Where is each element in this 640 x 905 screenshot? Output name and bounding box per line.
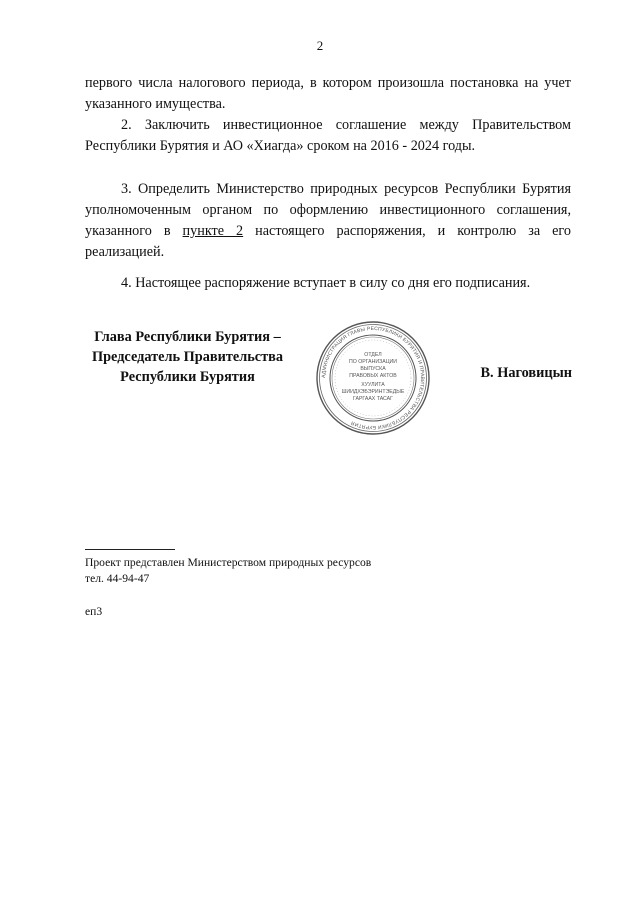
paragraph-continuation: первого числа налогового периода, в котором произошла постановка на учет указанного имущества. bbox=[85, 75, 571, 112]
signatory-title-line1: Глава Республики Бурятия – bbox=[94, 329, 281, 345]
seal-center-line3: ВЫПУСКА bbox=[360, 366, 386, 372]
signatory-title-line3: Республики Бурятия bbox=[120, 369, 255, 385]
seal-ring-text: АДМИНИСТРАЦИЯ ГЛАВЫ РЕСПУБЛИКИ БУРЯТИЯ И ПРАВИТЕЛЬСТВА РЕСПУБЛИКИ БУРЯТИЯ bbox=[320, 325, 426, 431]
paragraph-item-3-end: настоящего распоряжения, и контролю за его реализацией. bbox=[85, 223, 571, 260]
official-seal-stamp bbox=[315, 320, 431, 436]
signatory-name: В. Наговицын bbox=[480, 365, 572, 381]
seal-center-line6: ШИИДХЭБЭРИНТЭЕДЫЕ bbox=[341, 389, 405, 395]
seal-center-line5: ХУУЛИТА bbox=[361, 382, 385, 388]
signatory-title-line2: Председатель Правительства bbox=[91, 349, 284, 365]
seal-center-line7: ГАРГААХ ТАСАГ bbox=[353, 396, 393, 402]
seal-center-line1: ОТДЕЛ bbox=[364, 352, 382, 358]
reference-link-point-2[interactable]: пункте 2 bbox=[182, 223, 244, 239]
paragraph-item-2: 2. Заключить инвестиционное соглашение между Правительством Республики Бурятия и АО «Хиагда» сроком на 2016 - 2024 годы. bbox=[85, 117, 571, 154]
page-number: 2 bbox=[316, 38, 324, 53]
footer-code: еп3 bbox=[85, 605, 103, 618]
footer-divider bbox=[85, 549, 175, 550]
paragraph-item-3 bbox=[85, 179, 571, 263]
seal-center-line4: ПРАВОВЫХ АКТОВ bbox=[349, 373, 397, 379]
paragraph-item-4: 4. Настоящее распоряжение вступает в силу со дня его подписания. bbox=[121, 275, 531, 291]
footer-project-note: Проект представлен Министерством природных ресурсов bbox=[85, 556, 372, 569]
footer-phone: тел. 44-94-47 bbox=[85, 572, 150, 585]
seal-center-line2: ПО ОРГАНИЗАЦИИ bbox=[349, 359, 397, 365]
signatory-title bbox=[80, 327, 295, 387]
paragraph-item-3-start: 3. Определить Министерство природных ресурсов Республики Бурятия уполномоченным органом по оформлению инвестиционного соглашения, указанного в bbox=[85, 181, 571, 239]
